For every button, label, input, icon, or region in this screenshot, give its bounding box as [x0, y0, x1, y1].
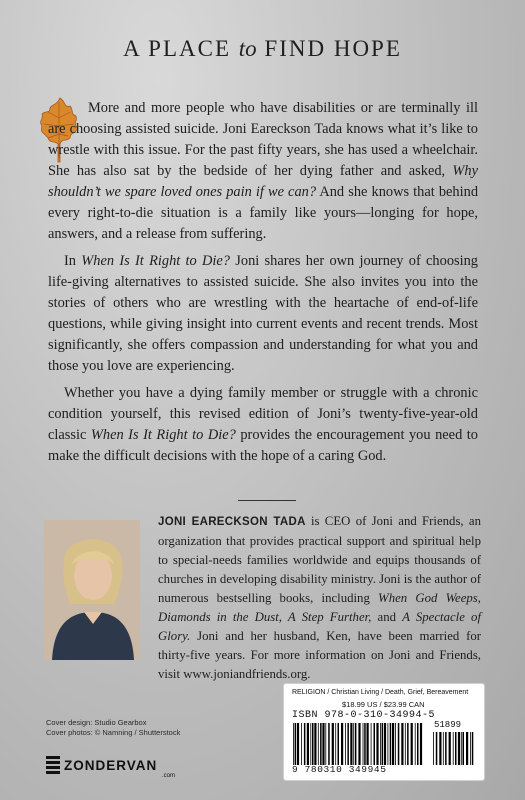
barcode-bar — [390, 723, 392, 765]
barcode-bar — [411, 723, 413, 765]
barcode-bar — [380, 723, 381, 765]
barcode-bar — [320, 723, 322, 765]
design-credit: Cover design: Studio Gearbox — [46, 718, 147, 727]
cover-credits — [46, 718, 180, 738]
author-photo — [44, 520, 140, 660]
barcode-bar — [353, 723, 354, 765]
barcode-bar — [461, 732, 462, 765]
barcode-bar — [341, 723, 343, 765]
barcode-bar — [335, 723, 336, 765]
barcode-bar — [312, 723, 314, 765]
barcode-bar — [463, 732, 465, 765]
barcode-bar — [439, 732, 441, 765]
barcode-bar — [415, 723, 416, 765]
barcode-bar — [420, 723, 422, 765]
cover-heading — [0, 36, 525, 62]
bio-books1: When God Weeps, Diamonds in the Dust, A Step Further, — [158, 591, 481, 624]
photo-credit: Cover photos: © Namning / Shutterstock — [46, 728, 181, 737]
zondervan-mark-icon — [46, 756, 62, 778]
p2-italic: When Is It Right to Die? — [81, 253, 230, 269]
barcode-bar — [307, 723, 309, 765]
barcode-bar — [314, 723, 316, 765]
barcode-bar — [417, 723, 419, 765]
barcode-bar — [433, 732, 434, 765]
barcode-bar — [310, 723, 311, 765]
barcode-bar — [405, 723, 406, 765]
barcode-bar — [295, 723, 297, 765]
bisac-category: RELIGION / Christian Living / Death, Grief, Bereavement — [292, 689, 469, 696]
barcode-bar — [332, 723, 334, 765]
barcode-digits: 9 780310 349945 — [292, 764, 387, 775]
barcode-bar — [325, 723, 326, 765]
barcode-bar — [458, 732, 460, 765]
description-text — [48, 98, 478, 473]
p1-italic: Why shouldn’t we spare loved ones pain if we can? — [48, 163, 478, 200]
barcode-bar — [363, 723, 364, 765]
author-portrait-image — [44, 520, 140, 660]
barcode-bar — [371, 723, 372, 765]
bio-part2: and — [371, 610, 403, 624]
barcode-bar — [367, 723, 369, 765]
barcode-bar — [436, 732, 438, 765]
barcode-bar — [401, 723, 403, 765]
ean-barcode — [292, 723, 424, 765]
barcode-bar — [374, 723, 376, 765]
bio-books2: A Spectacle of Glory. — [158, 610, 481, 643]
barcode-bar — [355, 723, 357, 765]
p2-rest: Joni shares her own journey of choosing life-giving alternatives to assisted suicide. She also invites you into the stories of others who are wrestling with the heartache of end-of-life questions, while giving insight into current events and recent trends. Most significantly, she offers compassion and understanding for what you and those you love are experiencing. — [48, 253, 479, 374]
barcode-bar — [322, 723, 324, 765]
barcode-bar — [388, 723, 389, 765]
p3-italic: When Is It Right to Die? — [90, 427, 236, 443]
barcode-bar — [470, 732, 471, 765]
isbn-text: ISBN 978-0-310-34994-5 — [292, 710, 436, 721]
barcode-bar — [455, 732, 457, 765]
p3-rest: provides the encouragement you need to make the difficult decisions with the hope of a caring God. — [48, 427, 478, 464]
p1-end: And she knows that behind every right-to-die situation is a family like yours—longing for hope, answers, and a release from suffering. — [48, 184, 479, 242]
section-divider — [238, 500, 296, 501]
heading-part1: A PLACE — [123, 36, 239, 61]
heading-part3: FIND HOPE — [256, 36, 402, 61]
publisher-logo — [44, 754, 194, 780]
barcode-bar — [301, 723, 302, 765]
barcode-bar — [293, 723, 294, 765]
barcode-bar — [445, 732, 447, 765]
paragraph-3 — [48, 383, 478, 467]
p3-start: Whether you have a dying family member or struggle with a chronic condition yourself, this revised edition of Joni’s twenty-five-year-old classic — [48, 385, 478, 443]
barcode-bar — [382, 723, 384, 765]
price-addon-digits: 51899 — [434, 720, 462, 730]
publisher-name: ZONDERVAN — [64, 758, 158, 773]
barcode-bar — [376, 723, 378, 765]
barcode-bar — [304, 723, 306, 765]
price-text: $18.99 US / $23.99 CAN — [342, 700, 425, 709]
p2-start: In — [64, 253, 82, 269]
barcode-bar — [364, 723, 366, 765]
barcode-bar — [398, 723, 400, 765]
bio-part1: is CEO of Joni and Friends, an organization that provides practical support and spiritual help to special-needs families worldwide and equips thousands of churches in developing disability ministry. Joni is the author of numerous bestselling books, including — [158, 514, 481, 605]
barcode-bar — [338, 723, 340, 765]
barcode-bar — [347, 723, 349, 765]
barcode-bar — [318, 723, 319, 765]
barcode-bar — [449, 732, 451, 765]
barcode-bar — [472, 732, 474, 765]
author-bio — [158, 512, 481, 684]
barcode-bar — [453, 732, 454, 765]
barcode-bar — [328, 723, 330, 765]
paragraph-2 — [48, 251, 478, 377]
author-name: JONI EARECKSON TADA — [158, 516, 306, 528]
bio-part3: Joni and her husband, Ken, have been married for thirty-five years. For more information on Joni and Friends, visit www.joniandfriends.org. — [158, 629, 481, 681]
barcode-bar — [392, 723, 394, 765]
barcode-bar — [297, 723, 299, 765]
barcode-bar — [395, 723, 396, 765]
barcode-bar — [407, 723, 409, 765]
heading-part2: to — [238, 36, 257, 61]
barcode-label — [283, 683, 485, 781]
barcode-bar — [345, 723, 346, 765]
barcode-bar — [384, 723, 386, 765]
addon-barcode — [432, 732, 476, 765]
barcode-bar — [350, 723, 352, 765]
barcode-bar — [358, 723, 360, 765]
barcode-bar — [443, 732, 444, 765]
p1-text: More and more people who have disabilities or are terminally ill are choosing assisted suicide. Joni Eareckson Tada knows what it’s like to wrestle with this issue. For the past fifty years, she has used a wheelchair. She has also sat by the bedside of her dying father and asked, — [48, 100, 478, 179]
paragraph-1 — [48, 98, 478, 245]
publisher-domain: .com — [162, 773, 176, 779]
barcode-bar — [466, 732, 468, 765]
